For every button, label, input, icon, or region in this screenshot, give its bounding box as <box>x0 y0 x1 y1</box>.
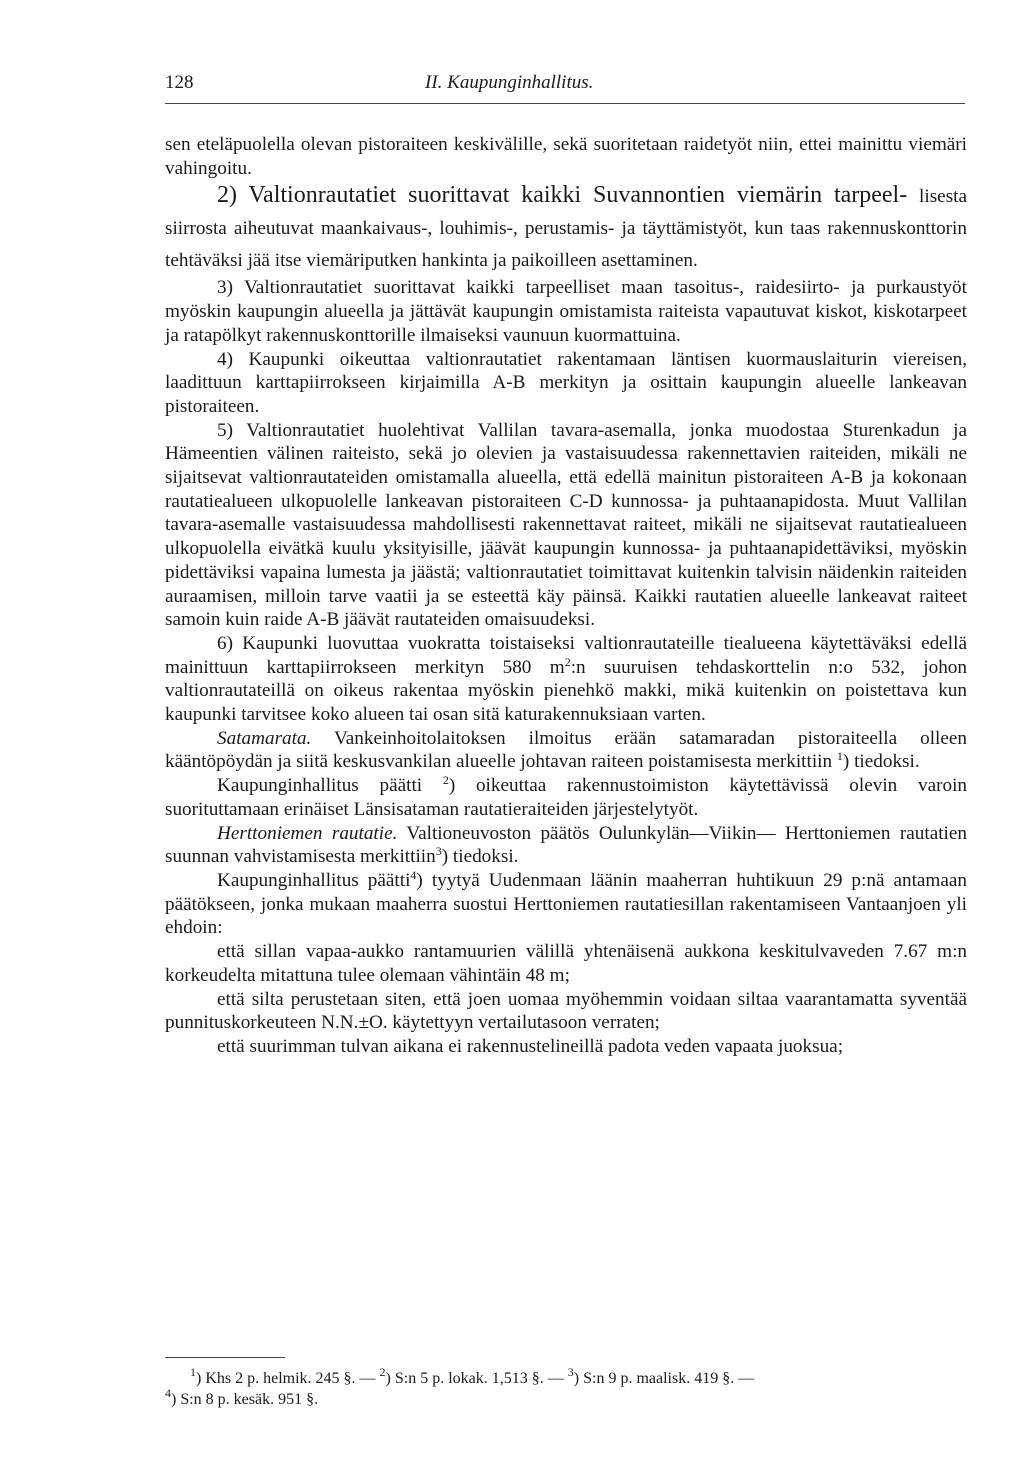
paragraph-satamarata-text-a: Vankeinhoitolaitoksen ilmoitus erään satamaradan pistoraiteella olleen kääntöpöydän ja siitä keskusvankilan alueelle johtavan raiteen poistamisesta merkittiin <box>165 727 967 773</box>
paragraph-vantaanjoki-text-b: ) tyytyä Uudenmaan läänin maaherran huhtikuun 29 p:nä antamaan päätökseen, jonka mukaan maaherra suostui Herttoniemen rautatiesillan rakentamiseen Vantaanjoen yli ehdoin: <box>165 869 967 939</box>
paragraph-lansisatama-text-a: Kaupunginhallitus päätti <box>217 775 443 797</box>
footnote-4: ) S:n 8 p. kesäk. 951 §. <box>171 1391 319 1408</box>
paragraph-item-2 <box>165 180 967 276</box>
paragraph-item-3: 3) Valtionrautatiet suorittavat kaikki tarpeelliset maan tasoitus-, raidesiirto- ja purkaustyöt myöskin kaupungin alueella ja jättävät kaupungin omistamista raiteista vapautuvat kiskot, kiskotarpeet ja ratapölkyt rakennuskonttorille ilmaiseksi vaunuun kuormattuina. <box>165 277 967 346</box>
paragraph-item-2-lead: 2) Valtionrautatiet suorittavat kaikki Suvannontien viemärin tarpeel- <box>217 182 908 209</box>
footnote-ref-2: 2 <box>442 773 449 788</box>
footnotes <box>165 1365 970 1410</box>
footnote-ref-1: 1 <box>836 749 843 764</box>
section-heading-herttoniemi: Herttoniemen rautatie. <box>217 822 398 844</box>
paragraph-satamarata-text-b: ) tiedoksi. <box>842 751 920 773</box>
footnote-ref-4: 4 <box>410 867 417 882</box>
page-number: 128 <box>165 72 194 93</box>
paragraph-item-6 <box>165 632 967 727</box>
paragraph-lansisatama <box>165 774 967 821</box>
footnote-2: ) S:n 5 p. lokak. 1,513 §. — <box>385 1370 568 1387</box>
paragraph-item-2-rest: lisesta siirrosta aiheutuvat maankaivaus-, louhimis-, perustamis- ja täyttämistyöt, kun taas rakennuskonttorin tehtäväksi jää itse viemäriputken hankinta ja paikoilleen asettaminen. <box>165 186 968 272</box>
paragraph-item-5: 5) Valtionrautatiet huolehtivat Vallilan tavara-asemalla, jonka muodostaa Sturenkadun ja Hämeentien välinen raiteisto, sekä jo olevien ja vastaisuudessa rakennettavien raiteiden, mikäli ne sijaitsevat valtionrautateiden omistamalla alueella, että edellä mainitun pistoraiteen A-B ja kokonaan rautatiealueen ulkopuolelle lankeavan pistoraiteen C-D kunnossa- ja puhtaanapidosta. Muut Vallilan tavara-asemalle vastaisuudessa mahdollisesti rakennettavat raiteet, mikäli ne sijaitsevat rautatiealueen ulkopuolella eivätkä kuulu yksityisille, jäävät kaupungin kunnossa- ja puhtaanapidettäviksi, myöskin pidettäviksi vapaina lumesta ja jäästä; valtionrautatiet toimittavat kuitenkin talvisin näidenkin raiteiden auraamisen, milloin tarve vaatii ja se esteettä käy päinsä. Kaikki rautatien alueelle lankeavat raiteet samoin kuin raide A-B jäävät rautateiden omaisuudeksi. <box>165 419 967 631</box>
section-heading-satamarata: Satamarata. <box>217 727 312 749</box>
header-rule <box>165 103 965 104</box>
paragraph-herttoniemi-text-a: Valtioneuvoston päätös Oulunkylän—Viikin— Herttoniemen rautatien suunnan vahvistamisesta merkittiin <box>165 822 967 868</box>
footnote-3: ) S:n 9 p. maalisk. 419 §. — <box>573 1370 755 1387</box>
condition-item-2: että silta perustetaan siten, että joen uomaa myöhemmin voidaan siltaa vaarantamatta syventää punnituskorkeuteen N.N.±O. käytettyyn vertailutasoon verraten; <box>165 988 967 1034</box>
condition-item-3: että suurimman tulvan aikana ei rakennustelineillä padota veden vapaata juoksua; <box>217 1035 844 1057</box>
footnote-1: ) Khs 2 p. helmik. 245 §. — <box>196 1370 380 1387</box>
paragraph-satamarata <box>165 727 967 774</box>
superscript: 2 <box>564 654 571 669</box>
page-header <box>165 72 965 102</box>
paragraph-vantaanjoki-text-a: Kaupunginhallitus päätti <box>217 869 411 891</box>
body-text <box>165 133 967 1059</box>
paragraph-herttoniemi-text-b: ) tiedoksi. <box>441 846 519 868</box>
footnote-number-2: 2 <box>379 1365 386 1379</box>
paragraph-item-4: 4) Kaupunki oikeuttaa valtionrautatiet rakentamaan läntisen kuormauslaiturin viereisen, laadittuun karttapiirrokseen kirjaimilla A-B merkityn ja osittain kaupungin alueelle lankeavan pistoraiteen. <box>165 348 967 417</box>
footnote-number-1: 1 <box>190 1365 196 1379</box>
paragraph-lansisatama-text-b: ) oikeuttaa rakennustoimiston käytettävissä olevin varoin suorituttamaan erinäiset Länsisataman rautatieraiteiden järjestelytyöt. <box>165 775 967 820</box>
paragraph-continuation: sen eteläpuolella olevan pistoraiteen keskivälille, sekä suoritetaan raidetyöt niin, ettei mainittu viemäri vahingoitu. <box>165 134 967 179</box>
footnote-line-2 <box>165 1386 970 1410</box>
footnote-number-4: 4 <box>165 1386 171 1400</box>
footnote-line-1 <box>190 1365 970 1389</box>
footnote-rule <box>165 1357 285 1358</box>
running-title: II. Kaupunginhallitus. <box>425 72 594 93</box>
condition-item-1: että sillan vapaa-aukko rantamuurien välillä yhtenäisenä aukkona keskitulvaveden 7.67 m:n korkeudelta mitattuna tulee olemaan vähintäin 48 m; <box>165 941 967 986</box>
paragraph-item-6-text-a: 6) Kaupunki luovuttaa vuokratta toistaiseksi valtionrautateille tiealueena käytettäväksi edellä mainittuun karttapiirrokseen merkityn 580 m <box>165 632 967 678</box>
paragraph-item-6-text-b: :n suuruisen tehdaskorttelin n:o 532, johon valtionrautateillä on oikeus rakentaa myöskin pienehkö makki, mikä kuitenkin on poistettava kun kaupunki tarvitsee koko alueen tai osan sitä katurakennuksiaan varten. <box>165 656 967 726</box>
paragraph-herttoniemi <box>165 822 967 869</box>
footnote-number-3: 3 <box>567 1365 574 1379</box>
footnote-ref-3: 3 <box>435 844 442 859</box>
paragraph-vantaanjoki <box>165 869 967 940</box>
